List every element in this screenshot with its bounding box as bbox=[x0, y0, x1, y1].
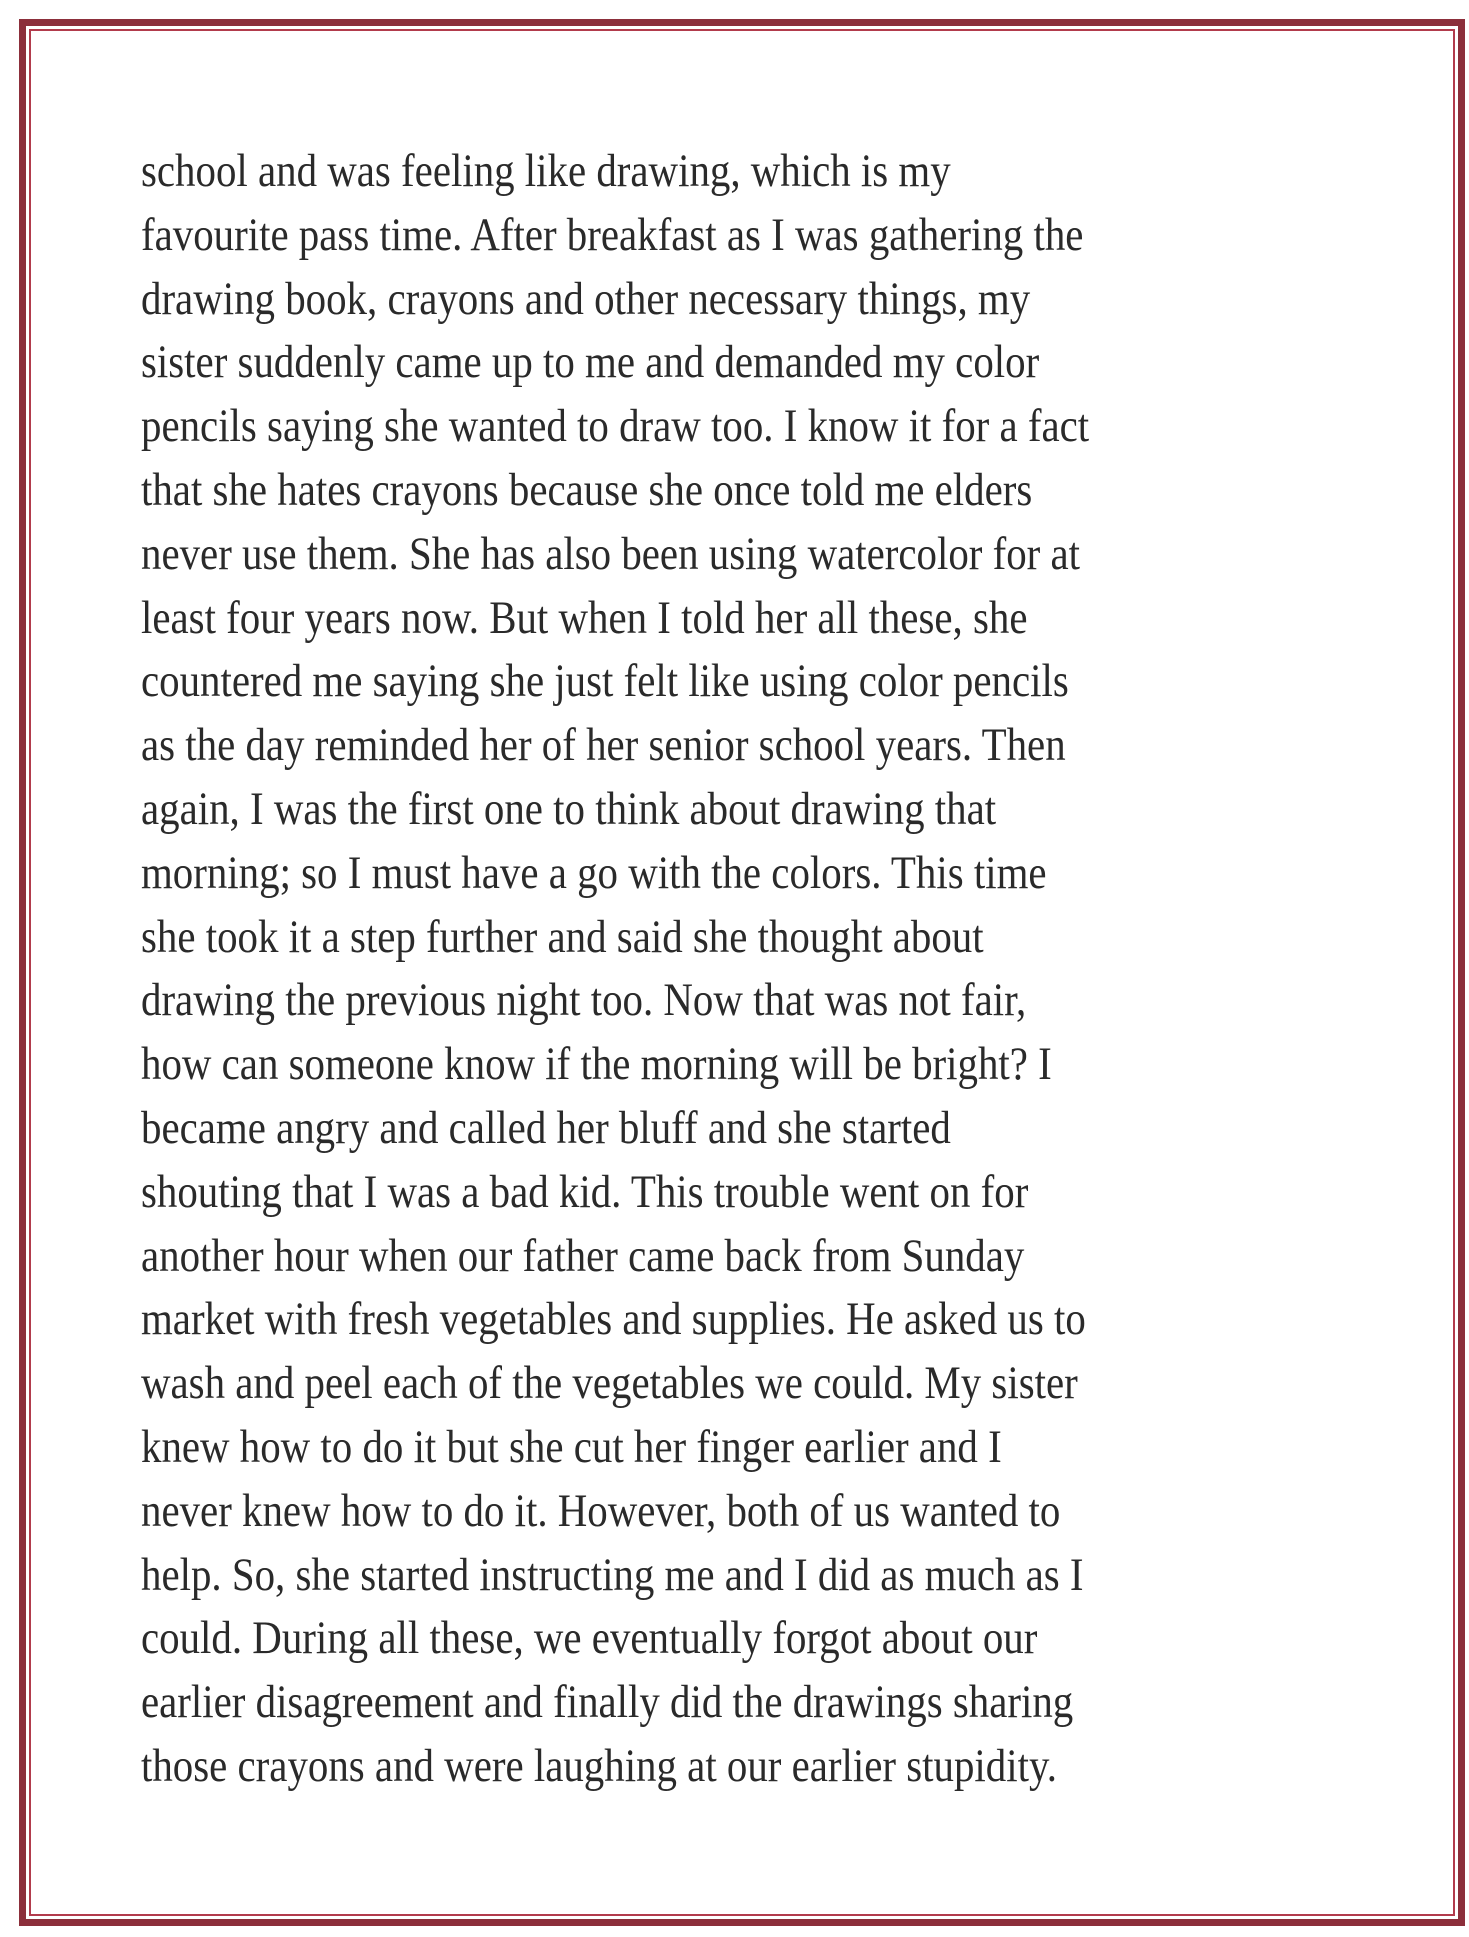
text-line: school and was feeling like drawing, which is my bbox=[141, 145, 951, 197]
text-line: sister suddenly came up to me and demanded my color bbox=[141, 336, 1040, 389]
text-line: how can someone know if the morning will be bright? I bbox=[141, 1038, 1052, 1091]
text-line: as the day reminded her of her senior school years. Then bbox=[141, 719, 1066, 772]
text-line: countered me saying she just felt like using color pencils bbox=[141, 655, 1069, 708]
text-line: least four years now. But when I told her all these, she bbox=[141, 591, 1028, 644]
text-line: market with fresh vegetables and supplies. He asked us to bbox=[141, 1293, 1086, 1346]
text-line: drawing the previous night too. Now that was not fair, bbox=[141, 974, 1027, 1027]
text-line: became angry and called her bluff and she started bbox=[141, 1101, 951, 1154]
text-line: never knew how to do it. However, both of us wanted to bbox=[141, 1484, 1061, 1537]
text-line: morning; so I must have a go with the colors. This time bbox=[141, 846, 1047, 899]
text-line: another hour when our father came back from Sunday bbox=[141, 1229, 1025, 1282]
text-line: she took it a step further and said she thought about bbox=[141, 910, 984, 963]
text-line: those crayons and were laughing at our earlier stupidity. bbox=[141, 1739, 1057, 1792]
text-line: favourite pass time. After breakfast as I was gathering the bbox=[141, 208, 1084, 261]
text-line: drawing book, crayons and other necessary things, my bbox=[141, 272, 1031, 325]
text-line: that she hates crayons because she once told me elders bbox=[141, 463, 1033, 516]
text-line: pencils saying she wanted to draw too. I know it for a fact bbox=[141, 400, 1090, 453]
text-line: could. During all these, we eventually forgot about our bbox=[141, 1612, 1038, 1665]
text-line: help. So, she started instructing me and I did as much as I bbox=[141, 1548, 1084, 1601]
text-line: wash and peel each of the vegetables we could. My sister bbox=[141, 1357, 1078, 1410]
text-line: again, I was the first one to think about drawing that bbox=[141, 782, 997, 835]
text-line: shouting that I was a bad kid. This trouble went on for bbox=[141, 1165, 1029, 1218]
text-line: never use them. She has also been using watercolor for at bbox=[141, 527, 1081, 580]
text-line: knew how to do it but she cut her finger earlier and I bbox=[141, 1420, 1002, 1473]
essay-paragraph bbox=[141, 140, 1272, 1799]
text-line: earlier disagreement and finally did the drawings sharing bbox=[141, 1676, 1074, 1729]
